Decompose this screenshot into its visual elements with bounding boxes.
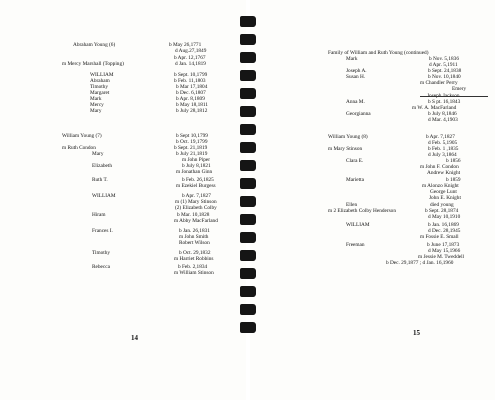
genealogy-line: b S pt. 16,1843 — [428, 99, 461, 105]
genealogy-line: Rebecca — [92, 264, 110, 270]
genealogy-line: m Mercy Marshall (Topping) — [62, 61, 124, 67]
genealogy-line: b Sept. 10,1799 — [174, 72, 208, 78]
binding-ring — [240, 196, 256, 207]
genealogy-line: b Oct. 29,1832 — [179, 250, 211, 256]
genealogy-line: Timothy — [90, 84, 109, 90]
genealogy-line: b Jan. 16,1869 — [428, 222, 459, 228]
genealogy-line: m (1) Mary Stinson — [175, 199, 217, 205]
page-number-left: 14 — [131, 334, 138, 342]
genealogy-line: m John Smith — [179, 234, 209, 240]
genealogy-line: Freeman — [346, 242, 365, 248]
binding-ring — [240, 34, 256, 45]
binding-ring — [240, 142, 256, 153]
genealogy-line: John E. Knight — [429, 195, 461, 201]
genealogy-line: d Jan. 14,1819 — [175, 61, 206, 67]
genealogy-line: b 1856 — [446, 158, 461, 164]
genealogy-line: d May 10,1910 — [428, 214, 461, 220]
genealogy-line: George Lunt — [430, 189, 457, 195]
genealogy-line: b Apr. 7,1827 — [182, 193, 211, 199]
spiral-binding — [240, 0, 256, 400]
genealogy-line: WILLIAM — [90, 72, 114, 78]
genealogy-line: b May 26,1771 — [169, 42, 202, 48]
genealogy-line: b 1859 — [446, 177, 461, 183]
genealogy-line: b Feb. 2,1834 — [178, 264, 208, 270]
genealogy-line: Mary — [90, 108, 102, 114]
genealogy-line: Timothy — [92, 250, 111, 256]
binding-ring — [240, 250, 256, 261]
genealogy-line: m Ruth Condon — [62, 145, 96, 151]
genealogy-line: Joseph Jackson — [427, 93, 460, 99]
binding-ring — [240, 106, 256, 117]
genealogy-line: b Sept. 21,1819 — [174, 145, 208, 151]
genealogy-line: b Sept. 28,1874 — [425, 208, 459, 214]
genealogy-line: m Harriet Robbins — [174, 256, 214, 262]
genealogy-line: m John Piper — [182, 157, 210, 163]
genealogy-line: m W. A. MacFarland — [412, 105, 457, 111]
genealogy-line: b July 8,1821 — [182, 163, 211, 169]
genealogy-line: Hiram — [92, 212, 106, 218]
binding-ring — [240, 304, 256, 315]
right-page — [250, 0, 495, 400]
genealogy-line: b May 18,1811 — [176, 102, 209, 108]
genealogy-line: b Sept 10,1799 — [176, 133, 208, 139]
genealogy-line: m Jonathan Ginn — [176, 169, 213, 175]
genealogy-line: Emery — [452, 86, 467, 92]
genealogy-line: m Chandler Perry — [420, 80, 458, 86]
genealogy-line: b Feb. 1 ,1835 — [428, 146, 459, 152]
genealogy-line: Family of William and Ruth Young (continued) — [328, 50, 429, 56]
binding-ring — [240, 70, 256, 81]
genealogy-line: Abraham — [90, 78, 110, 84]
genealogy-line: Georgianna — [346, 111, 371, 117]
genealogy-line: b Apr. 7,1827 — [426, 134, 455, 140]
binding-ring — [240, 322, 256, 333]
binding-ring — [240, 52, 256, 63]
binding-ring — [240, 16, 256, 27]
genealogy-line: b Mar 17,1804 — [176, 84, 208, 90]
genealogy-line: Robert Wilson — [179, 240, 210, 246]
genealogy-line: William Young (7) — [62, 133, 102, 139]
genealogy-line: Clara E. — [346, 158, 364, 164]
genealogy-line: d May 15,1966 — [428, 248, 461, 254]
genealogy-line: b Apr. 12,1767 — [174, 55, 206, 61]
genealogy-line: d Feb. 5,1905 — [428, 140, 458, 146]
binding-ring — [240, 88, 256, 99]
genealogy-line: m Fossie E. Small — [420, 234, 459, 240]
genealogy-line: Mercy — [90, 102, 104, 108]
genealogy-line: b Nov. 5,1836 — [429, 56, 459, 62]
genealogy-line: m Jessie M. Tweddell — [418, 254, 465, 260]
genealogy-line: Margaret — [90, 90, 110, 96]
genealogy-line: b Feb. 11,1803 — [174, 78, 206, 84]
genealogy-line: b Oct. 19,1799 — [176, 139, 208, 145]
genealogy-line: b Apr. 8,1809 — [176, 96, 205, 102]
genealogy-line: b Nov. 10,1840 — [428, 74, 461, 80]
genealogy-line: m John F. Condon — [420, 164, 459, 170]
genealogy-line: d July 3,1864 — [428, 152, 457, 158]
genealogy-line: m Abby MacFarland — [174, 218, 218, 224]
genealogy-line: m Mary Stinson — [328, 146, 363, 152]
genealogy-line: Ellen — [346, 202, 358, 208]
binding-ring — [240, 160, 256, 171]
genealogy-line: d Apr. 5,1911 — [429, 62, 458, 68]
genealogy-line: d Dec. 28,1945 — [428, 228, 461, 234]
genealogy-line: Susan H. — [346, 74, 366, 80]
genealogy-line: (2) Elizabeth Colby — [175, 205, 217, 211]
genealogy-line: Andrew Knight — [427, 170, 461, 176]
genealogy-line: d Aug.27,1849 — [175, 48, 207, 54]
binding-ring — [240, 286, 256, 297]
genealogy-line: WILLIAM — [92, 193, 116, 199]
genealogy-line: William Young (8) — [328, 134, 368, 140]
genealogy-line: b Dec. 6,1807 — [176, 90, 206, 96]
genealogy-line: Frances I. — [92, 228, 113, 234]
genealogy-line: Marietta — [346, 177, 364, 183]
genealogy-line: b July 28,1812 — [176, 108, 208, 114]
genealogy-line: b June 17,1873 — [427, 242, 460, 248]
genealogy-line: Elizabeth — [92, 163, 113, 169]
genealogy-line: died young — [430, 202, 454, 208]
genealogy-line: b Mar. 10,1828 — [177, 212, 210, 218]
genealogy-line: Abraham Young (6) — [73, 42, 116, 48]
genealogy-line: Mary — [92, 151, 104, 157]
binding-ring — [240, 268, 256, 279]
left-page — [0, 0, 246, 400]
binding-ring — [240, 124, 256, 135]
genealogy-line: m 2 Elizabeth Colby Henderson — [328, 208, 396, 214]
genealogy-line: Mark — [346, 56, 358, 62]
genealogy-line: m Ezekiel Burgess — [176, 183, 216, 189]
genealogy-line: b Jan. 26,1831 — [179, 228, 210, 234]
genealogy-line: Mark — [90, 96, 102, 102]
genealogy-line: m Alonzo Knight — [422, 183, 459, 189]
binding-ring — [240, 232, 256, 243]
genealogy-line: b July 21,1819 — [176, 151, 208, 157]
divider-rule — [420, 96, 488, 97]
genealogy-line: Anna M. — [346, 99, 365, 105]
binding-ring — [240, 178, 256, 189]
genealogy-line: d Mar. 4,1903 — [428, 117, 458, 123]
genealogy-line: m William Stinson — [174, 270, 214, 276]
genealogy-line: Ruth T. — [92, 177, 108, 183]
genealogy-line: Joseph A. — [346, 68, 367, 74]
genealogy-line: b July 8,1846 — [428, 111, 457, 117]
genealogy-line: b Feb. 26,1825 — [182, 177, 214, 183]
genealogy-line: WILLIAM — [346, 222, 370, 228]
genealogy-line: b Sept. 24,1838 — [428, 68, 462, 74]
page-number-right: 15 — [413, 329, 420, 337]
genealogy-line: b Dec. 29,1877 ; d Jan. 16,1960 — [386, 260, 454, 266]
binding-ring — [240, 214, 256, 225]
